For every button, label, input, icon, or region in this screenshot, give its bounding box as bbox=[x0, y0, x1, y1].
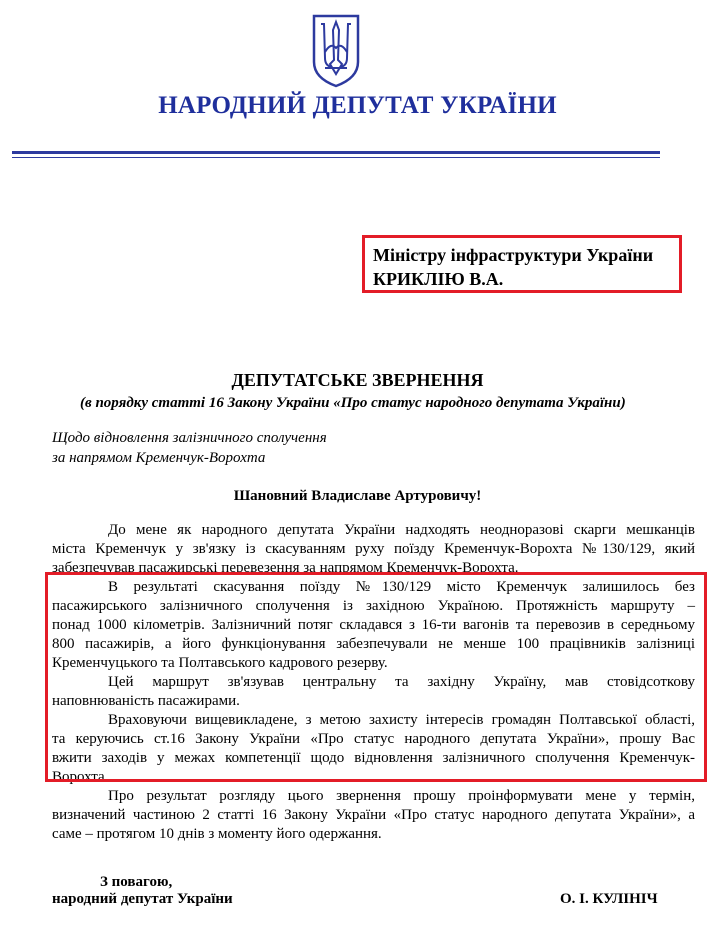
body-line: Ворохта. bbox=[52, 769, 109, 785]
subject-line-1: Щодо відновлення залізничного сполучення bbox=[52, 430, 327, 446]
body-line: саме – протягом 10 днів з моменту його одержання. bbox=[52, 826, 382, 842]
body-line: Цей маршрут зв'язував центральну та західну Україну, мав стовідсоткову bbox=[108, 674, 695, 690]
body-line: наповнюваність пасажирами. bbox=[52, 693, 240, 709]
header-rule-thin bbox=[12, 157, 660, 158]
body-line: вжити заходів у межах компетенції щодо відновлення залізничного сполучення Кременчук- bbox=[52, 750, 695, 766]
subject-line-2: за напрямом Кременчук-Ворохта bbox=[52, 450, 266, 466]
addressee-line1: Міністру інфраструктури України bbox=[373, 245, 654, 265]
document-title: ДЕПУТАТСЬКЕ ЗВЕРНЕННЯ bbox=[231, 370, 484, 390]
body-line: забезпечував пасажирські перевезення за напрямом Кременчук-Ворохта. bbox=[52, 560, 519, 576]
closing-position: народний депутат України bbox=[52, 891, 233, 907]
body-line: визначений частиною 2 статті 16 Закону України «Про статус народного депутата України», а bbox=[52, 807, 695, 823]
body-line: 800 пасажирів, а його функціонування забезпечували не менше 100 працівників залізниці bbox=[52, 636, 695, 652]
body-line: Кременчуцького та Полтавського кадрового резерву. bbox=[52, 655, 388, 671]
tryzub-emblem-icon bbox=[311, 12, 361, 88]
body-line: Про результат розгляду цього звернення прошу проінформувати мене у термін, bbox=[108, 788, 695, 804]
body-line: понад 1000 кілометрів. Залізничний потяг складався з 16-ти вагонів та перевозив в середньому bbox=[52, 617, 695, 633]
signature-name: О. І. КУЛІНІЧ bbox=[560, 891, 658, 907]
body-line: та керуючись ст.16 Закону України «Про статус народного депутата України», прошу Вас bbox=[52, 731, 695, 747]
highlight-box bbox=[45, 572, 707, 782]
body-line: В результаті скасування поїзду №130/129 місто Кременчук залишилось без bbox=[108, 579, 695, 595]
body-line: пасажирського залізничного сполучення із західною Україною. Протяжність маршруту – bbox=[52, 598, 695, 614]
header-title: НАРОДНИЙ ДЕПУТАТ УКРАЇНИ bbox=[158, 92, 557, 119]
body-line: Враховуючи вищевикладене, з метою захисту інтересів громадян Полтавської області, bbox=[108, 712, 695, 728]
closing-regards: З повагою, bbox=[100, 874, 173, 890]
header-rule-thick bbox=[12, 151, 660, 154]
document-subtitle: (в порядку статті 16 Закону України «Про статус народного депутата України) bbox=[80, 395, 626, 411]
salutation: Шановний Владиславе Артуровичу! bbox=[233, 488, 482, 504]
body-line: міста Кременчук у зв'язку із скасуванням руху поїзду Кременчук-Ворохта №130/129, який bbox=[52, 541, 695, 557]
body-line: До мене як народного депутата України надходять неодноразові скарги мешканців bbox=[108, 522, 695, 538]
addressee-box bbox=[362, 235, 682, 293]
addressee-line2: КРИКЛІЮ В.А. bbox=[373, 269, 504, 289]
